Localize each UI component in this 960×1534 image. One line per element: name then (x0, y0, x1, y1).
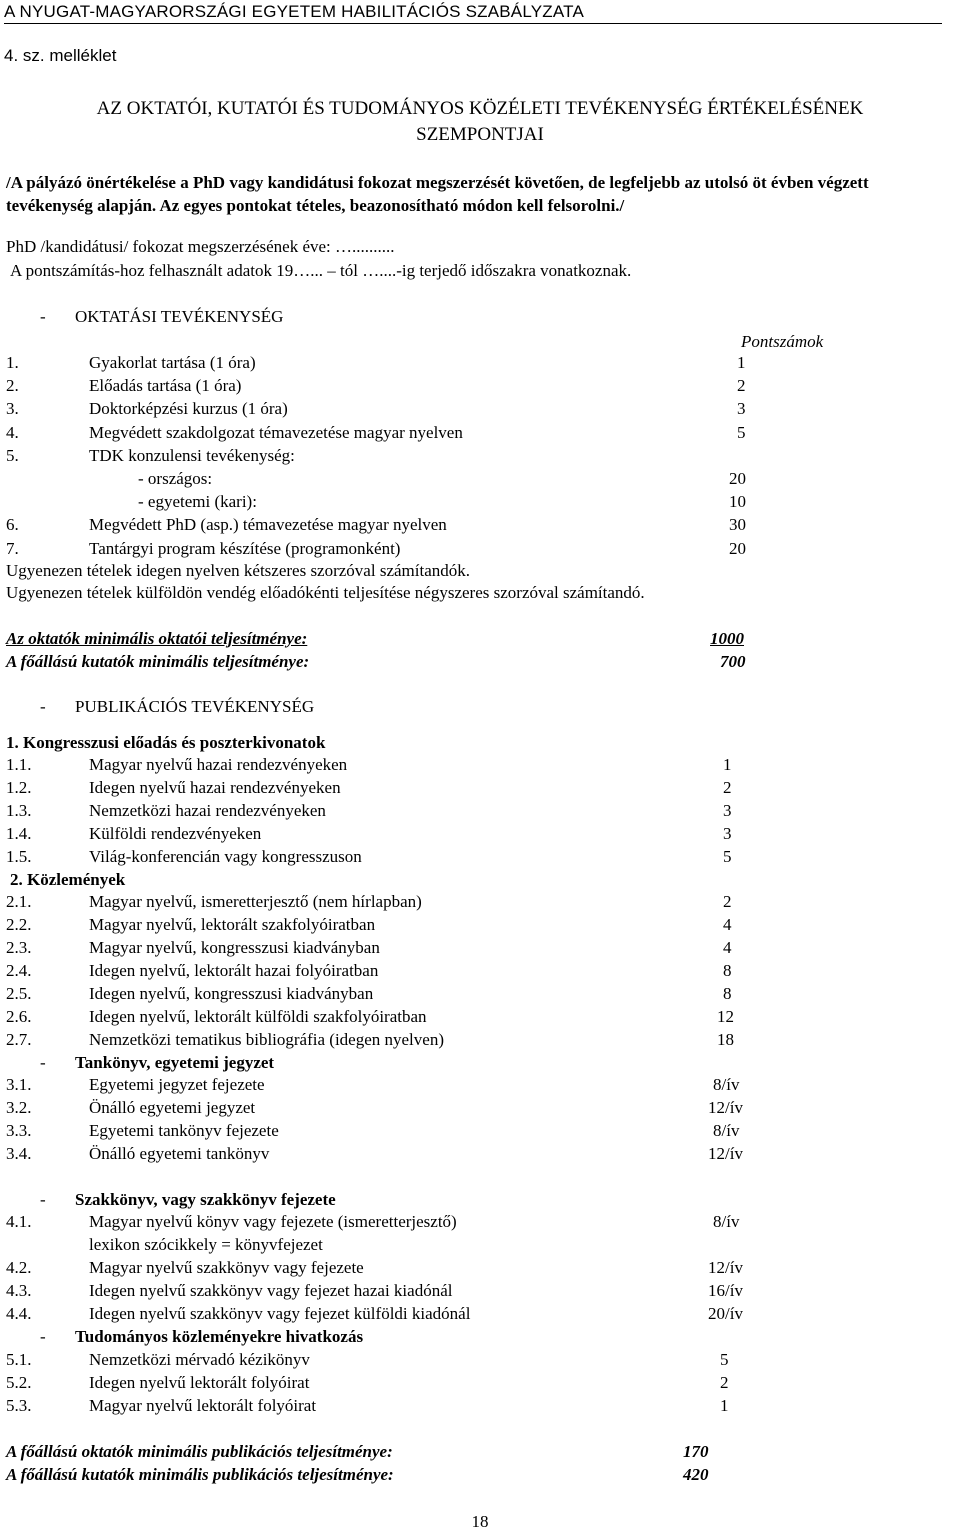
item-text: Önálló egyetemi jegyzet (89, 1098, 256, 1117)
item-number: 2.2. (6, 915, 32, 934)
pub-section-5-title: Tudományos közleményekre hivatkozás (75, 1327, 364, 1346)
item-number: 5.3. (6, 1396, 32, 1415)
item-number: 1.1. (6, 755, 32, 774)
item-number: 2.3. (6, 938, 32, 957)
item-number: 2.7. (6, 1030, 32, 1049)
period-line: A pontszámítás-hoz felhasznált adatok 19…... – tól …....-ig terjedő időszakra vonatkoznak. (10, 261, 632, 280)
teaching-note-1: Ugyenezen tételek idegen nyelven kétszeres szorzóval számítandók. (6, 561, 470, 580)
item-text: Magyar nyelvű, kongresszusi kiadványban (89, 938, 380, 957)
title-line-1: AZ OKTATÓI, KUTATÓI ÉS TUDOMÁNYOS KÖZÉLETI TEVÉKENYSÉG ÉRTÉKELÉSÉNEK (96, 98, 864, 119)
item-points: 5 (737, 422, 746, 442)
item-number: 5.1. (6, 1350, 32, 1369)
item-points: 20/ív (708, 1304, 743, 1323)
pub-section-3-dash: - (40, 1053, 46, 1072)
item-text: Előadás tartása (1 óra) (89, 376, 242, 396)
item-points: 3 (723, 801, 732, 820)
item-points: 1 (737, 353, 746, 372)
item-points: 4 (723, 938, 732, 957)
item-text: Magyar nyelvű, ismeretterjesztő (nem hírlapban) (89, 892, 422, 911)
pub-section-1-title: 1. Kongresszusi előadás és poszterkivonatok (6, 733, 326, 752)
pub-min-1-value: 170 (683, 1442, 709, 1461)
item-text: Idegen nyelvű szakkönyv vagy fejezet külföldi kiadónál (89, 1304, 471, 1323)
item-points: 1 (723, 755, 732, 774)
item-number: 5.2. (6, 1373, 32, 1392)
item-number: 1.3. (6, 801, 32, 820)
item-text: Magyar nyelvű könyv vagy fejezete (ismeretterjesztő) (89, 1212, 457, 1231)
item-number: 4.4. (6, 1304, 32, 1323)
item-text: - országos: (138, 469, 213, 488)
publication-dash: - (40, 697, 46, 716)
item-number: 3. (6, 399, 19, 419)
item-points: 3 (737, 399, 746, 419)
item-points: 8/ív (713, 1121, 740, 1140)
item-number: 2. (6, 376, 19, 396)
item-text: Magyar nyelvű hazai rendezvényeken (89, 755, 348, 774)
item-number: 1.4. (6, 824, 32, 843)
item-text: Világ-konferencián vagy kongresszuson (89, 847, 362, 866)
item-points: 12 (717, 1007, 734, 1026)
publication-heading: PUBLIKÁCIÓS TEVÉKENYSÉG (75, 697, 315, 716)
pub-section-2-title: 2. Közlemények (10, 870, 126, 889)
item-number: 2.6. (6, 1007, 32, 1026)
item-text: Egyetemi tankönyv fejezete (89, 1121, 279, 1140)
teaching-min-1-value: 1000 (710, 629, 744, 648)
item-number: 4.2. (6, 1258, 32, 1277)
item-number: 3.2. (6, 1098, 32, 1117)
item-number: 3.3. (6, 1121, 32, 1140)
pub-section-4-dash: - (40, 1190, 46, 1209)
item-text: Megvédett PhD (asp.) témavezetése magyar nyelven (89, 515, 447, 535)
item-number: 5. (6, 445, 19, 465)
item-number: 1. (6, 353, 19, 372)
pub-section-3-title: Tankönyv, egyetemi jegyzet (75, 1053, 275, 1072)
item-text: Nemzetközi hazai rendezvényeken (89, 801, 326, 820)
item-text: Önálló egyetemi tankönyv (89, 1144, 270, 1163)
item-points: 12/ív (708, 1144, 743, 1163)
item-text: Idegen nyelvű, lektorált külföldi szakfolyóiratban (89, 1007, 427, 1026)
item-number: 1.2. (6, 778, 32, 797)
item-points: 4 (723, 915, 732, 934)
teaching-min-2-value: 700 (720, 652, 746, 671)
item-points: 20 (729, 538, 746, 558)
item-text: Egyetemi jegyzet fejezete (89, 1075, 265, 1094)
item-text: Idegen nyelvű szakkönyv vagy fejezet hazai kiadónál (89, 1281, 453, 1300)
title-line-2: SZEMPONTJAI (416, 124, 544, 145)
running-header: A NYUGAT-MAGYARORSZÁGI EGYETEM HABILITÁCIÓS SZABÁLYZATA (4, 2, 942, 24)
page-title (0, 96, 960, 148)
item-points: 18 (717, 1030, 734, 1049)
item-text: Nemzetközi tematikus bibliográfia (idegen nyelven) (89, 1030, 444, 1049)
item-number: 1.5. (6, 847, 32, 866)
points-header: Pontszámok (741, 332, 824, 351)
item-number: 6. (6, 515, 19, 535)
item-text: Idegen nyelvű, lektorált hazai folyóiratban (89, 961, 379, 980)
item-points: 8 (723, 984, 732, 1003)
item-text: Idegen nyelvű hazai rendezvényeken (89, 778, 341, 797)
pub-min-1-label: A főállású oktatók minimális publikációs teljesítménye: (6, 1442, 393, 1461)
item-number: 4.3. (6, 1281, 32, 1300)
teaching-min-2-label: A főállású kutatók minimális teljesítménye: (6, 652, 310, 671)
item-points: 12/ív (708, 1258, 743, 1277)
pub-section-5-dash: - (40, 1327, 46, 1346)
item-text: Nemzetközi mérvadó kézikönyv (89, 1350, 310, 1369)
item-text: Gyakorlat tartása (1 óra) (89, 353, 256, 372)
item-text: Magyar nyelvű szakkönyv vagy fejezete (89, 1258, 364, 1277)
item-number: 2.5. (6, 984, 32, 1003)
item-text: Megvédett szakdolgozat témavezetése magyar nyelven (89, 422, 463, 442)
item-text: - egyetemi (kari): (138, 492, 257, 512)
item-points: 3 (723, 824, 732, 843)
item-points: 8/ív (713, 1075, 740, 1094)
item-points: 2 (720, 1373, 729, 1392)
item-number: 4. (6, 422, 19, 442)
item-number: 4.1. (6, 1212, 32, 1231)
pub-min-2-value: 420 (683, 1465, 709, 1484)
item-number: 3.1. (6, 1075, 32, 1094)
teaching-note-2: Ugyenezen tételek külföldön vendég előadókénti teljesítése négyszeres szorzóval számítandó. (6, 583, 645, 602)
item-points: 12/ív (708, 1098, 743, 1117)
item-points: 20 (729, 469, 746, 488)
item-number: 3.4. (6, 1144, 32, 1163)
item-points: 5 (720, 1350, 729, 1369)
item-text: Tantárgyi program készítése (programonként) (89, 538, 401, 558)
item-text: Magyar nyelvű lektorált folyóirat (89, 1396, 317, 1415)
pub-min-2-label: A főállású kutatók minimális publikációs teljesítménye: (6, 1465, 394, 1484)
item-text: Idegen nyelvű, kongresszusi kiadványban (89, 984, 374, 1003)
pub-section-4-title: Szakkönyv, vagy szakkönyv fejezete (75, 1190, 336, 1209)
item-text: Magyar nyelvű, lektorált szakfolyóiratban (89, 915, 376, 934)
item-points: 10 (729, 492, 746, 512)
item-number: 2.1. (6, 892, 32, 911)
item-text: Doktorképzési kurzus (1 óra) (89, 399, 288, 419)
item-points: 16/ív (708, 1281, 743, 1300)
item-text: Idegen nyelvű lektorált folyóirat (89, 1373, 310, 1392)
teaching-dash: - (40, 307, 46, 326)
item-points: 1 (720, 1396, 729, 1415)
item-number: 7. (6, 538, 19, 558)
item-text: lexikon szócikkely = könyvfejezet (89, 1235, 323, 1254)
teaching-min-1-label: Az oktatók minimális oktatói teljesítménye: (6, 629, 308, 648)
item-points: 8/ív (713, 1212, 740, 1231)
item-text: TDK konzulensi tevékenység: (89, 445, 295, 465)
item-points: 2 (723, 778, 732, 797)
item-points: 8 (723, 961, 732, 980)
intro-paragraph: /A pályázó önértékelése a PhD vagy kandidátusi fokozat megszerzését követően, de legfeljebb az utolsó öt évben végzett tevékenység alapján. Az egyes pontokat tételes, beazonosítható módon kell felsorolni./ (6, 173, 869, 215)
item-number: 2.4. (6, 961, 32, 980)
item-points: 5 (723, 847, 732, 866)
item-points: 2 (737, 376, 746, 396)
item-points: 30 (729, 515, 746, 535)
page-number: 18 (471, 1512, 489, 1531)
item-text: Külföldi rendezvényeken (89, 824, 262, 843)
teaching-heading: OKTATÁSI TEVÉKENYSÉG (75, 307, 284, 326)
annex-label: 4. sz. melléklet (4, 46, 117, 65)
phd-year-line: PhD /kandidátusi/ fokozat megszerzésének éve: ….......... (6, 237, 395, 256)
item-points: 2 (723, 892, 732, 911)
